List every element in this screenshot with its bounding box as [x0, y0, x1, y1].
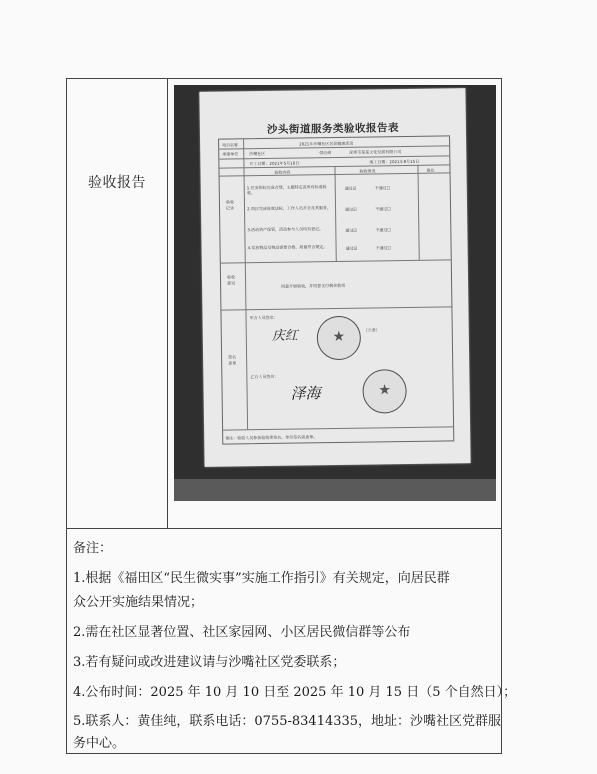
status-header: 验收情况	[359, 168, 376, 174]
report-label: 验收报告	[88, 175, 146, 191]
seal-note: （公章）	[363, 327, 380, 333]
check-item: 1.任务指标完成合理，主题特定或所有标准验收。	[246, 184, 327, 196]
party-b-seal	[362, 369, 407, 414]
grid-line	[223, 426, 453, 430]
check-item: 2.项目完成进度达标，工作人员齐全及其服务。	[246, 205, 331, 212]
fail-mark: 不通过☐	[375, 245, 392, 251]
fail-mark: 不通过☐	[374, 185, 391, 191]
report-sheet	[199, 88, 470, 467]
end-date: 竣工日期：2021年8月15日	[369, 158, 420, 165]
report-row	[67, 79, 501, 529]
notes-row	[67, 529, 517, 753]
unit-label: 承建单位	[222, 151, 239, 157]
note-line: 3.若有疑问或改进建议请与沙嘴社区党委联系；	[73, 655, 346, 670]
party-b-signature: 泽海	[290, 384, 321, 403]
check-item: 4.发放物品及物品需要合格，质量符合规定。	[247, 244, 328, 251]
photo-cell	[168, 79, 501, 528]
section-label: 验收记录	[225, 199, 235, 211]
sheet-footer-note: 备注：验收人员参加验收须签名、单位签名需盖章。	[225, 434, 318, 441]
pass-mark: 通过☑	[345, 206, 357, 212]
party-a-signature: 庆红	[271, 328, 298, 344]
notes-heading: 备注：	[73, 541, 113, 556]
party-b-label: 乙方人员签名：	[250, 373, 279, 380]
fail-mark: 不通过☐	[375, 227, 391, 233]
sheet-title: 沙头街道服务类验收报告表	[266, 122, 400, 136]
project-value: 2021年沙嘴社区居民健康活动	[299, 140, 354, 147]
unit-value: 沙嘴社区	[249, 150, 266, 157]
grid-line	[334, 166, 336, 261]
note-line: 1.根据《福田区“民生微实事”实施工作指引》有关规定，向居民群	[73, 571, 450, 586]
check-header: 验收内容	[274, 169, 291, 175]
note-line: 4.公布时间：2025 年 10 月 10 日至 2025 年 10 月 15 日（5 个自然日）；	[73, 685, 517, 700]
note-line: 2.需在社区显著位置、社区家园网、小区居民微信群等公布	[73, 625, 411, 640]
party-a-label: 甲方人员签名：	[249, 314, 278, 321]
fail-mark: 不通过☐	[375, 206, 391, 212]
pass-mark: 通过☑	[345, 245, 358, 251]
grid-line	[417, 165, 419, 260]
note-line: 务中心。	[73, 736, 126, 751]
supplier-label: 供应商	[319, 150, 332, 156]
supplier-value: 深圳市某某文化发展有限公司	[349, 149, 402, 155]
party-a-seal	[317, 316, 362, 361]
pass-mark: 通过☑	[345, 227, 357, 233]
note-line: 众公开实施结果情况；	[73, 595, 204, 610]
photo-edge	[174, 479, 496, 501]
grid-line	[243, 139, 248, 429]
sign-label: 签名盖章	[228, 354, 237, 366]
label-cell	[67, 79, 168, 528]
note-line: 5.联系人：黄佳纯，联系电话：0755-83414335，地址：沙嘴社区党群服	[73, 714, 502, 729]
grid-line	[221, 306, 451, 310]
check-item: 3.活动资产保管，活动参与人员均有登记。	[247, 226, 324, 233]
report-photo	[174, 85, 496, 501]
announcement-table	[66, 78, 517, 754]
sheet-inner-table	[218, 135, 454, 444]
project-label: 项目名称	[222, 142, 239, 148]
remark-header: 备注	[426, 167, 435, 173]
opinion-label: 验收意见	[226, 274, 236, 286]
start-date: 开工日期：2021年5月10日	[249, 160, 300, 167]
pass-mark: 通过☑	[344, 185, 357, 191]
opinion-value: 同意开展验收，并同意支付剩余款项	[281, 282, 346, 289]
